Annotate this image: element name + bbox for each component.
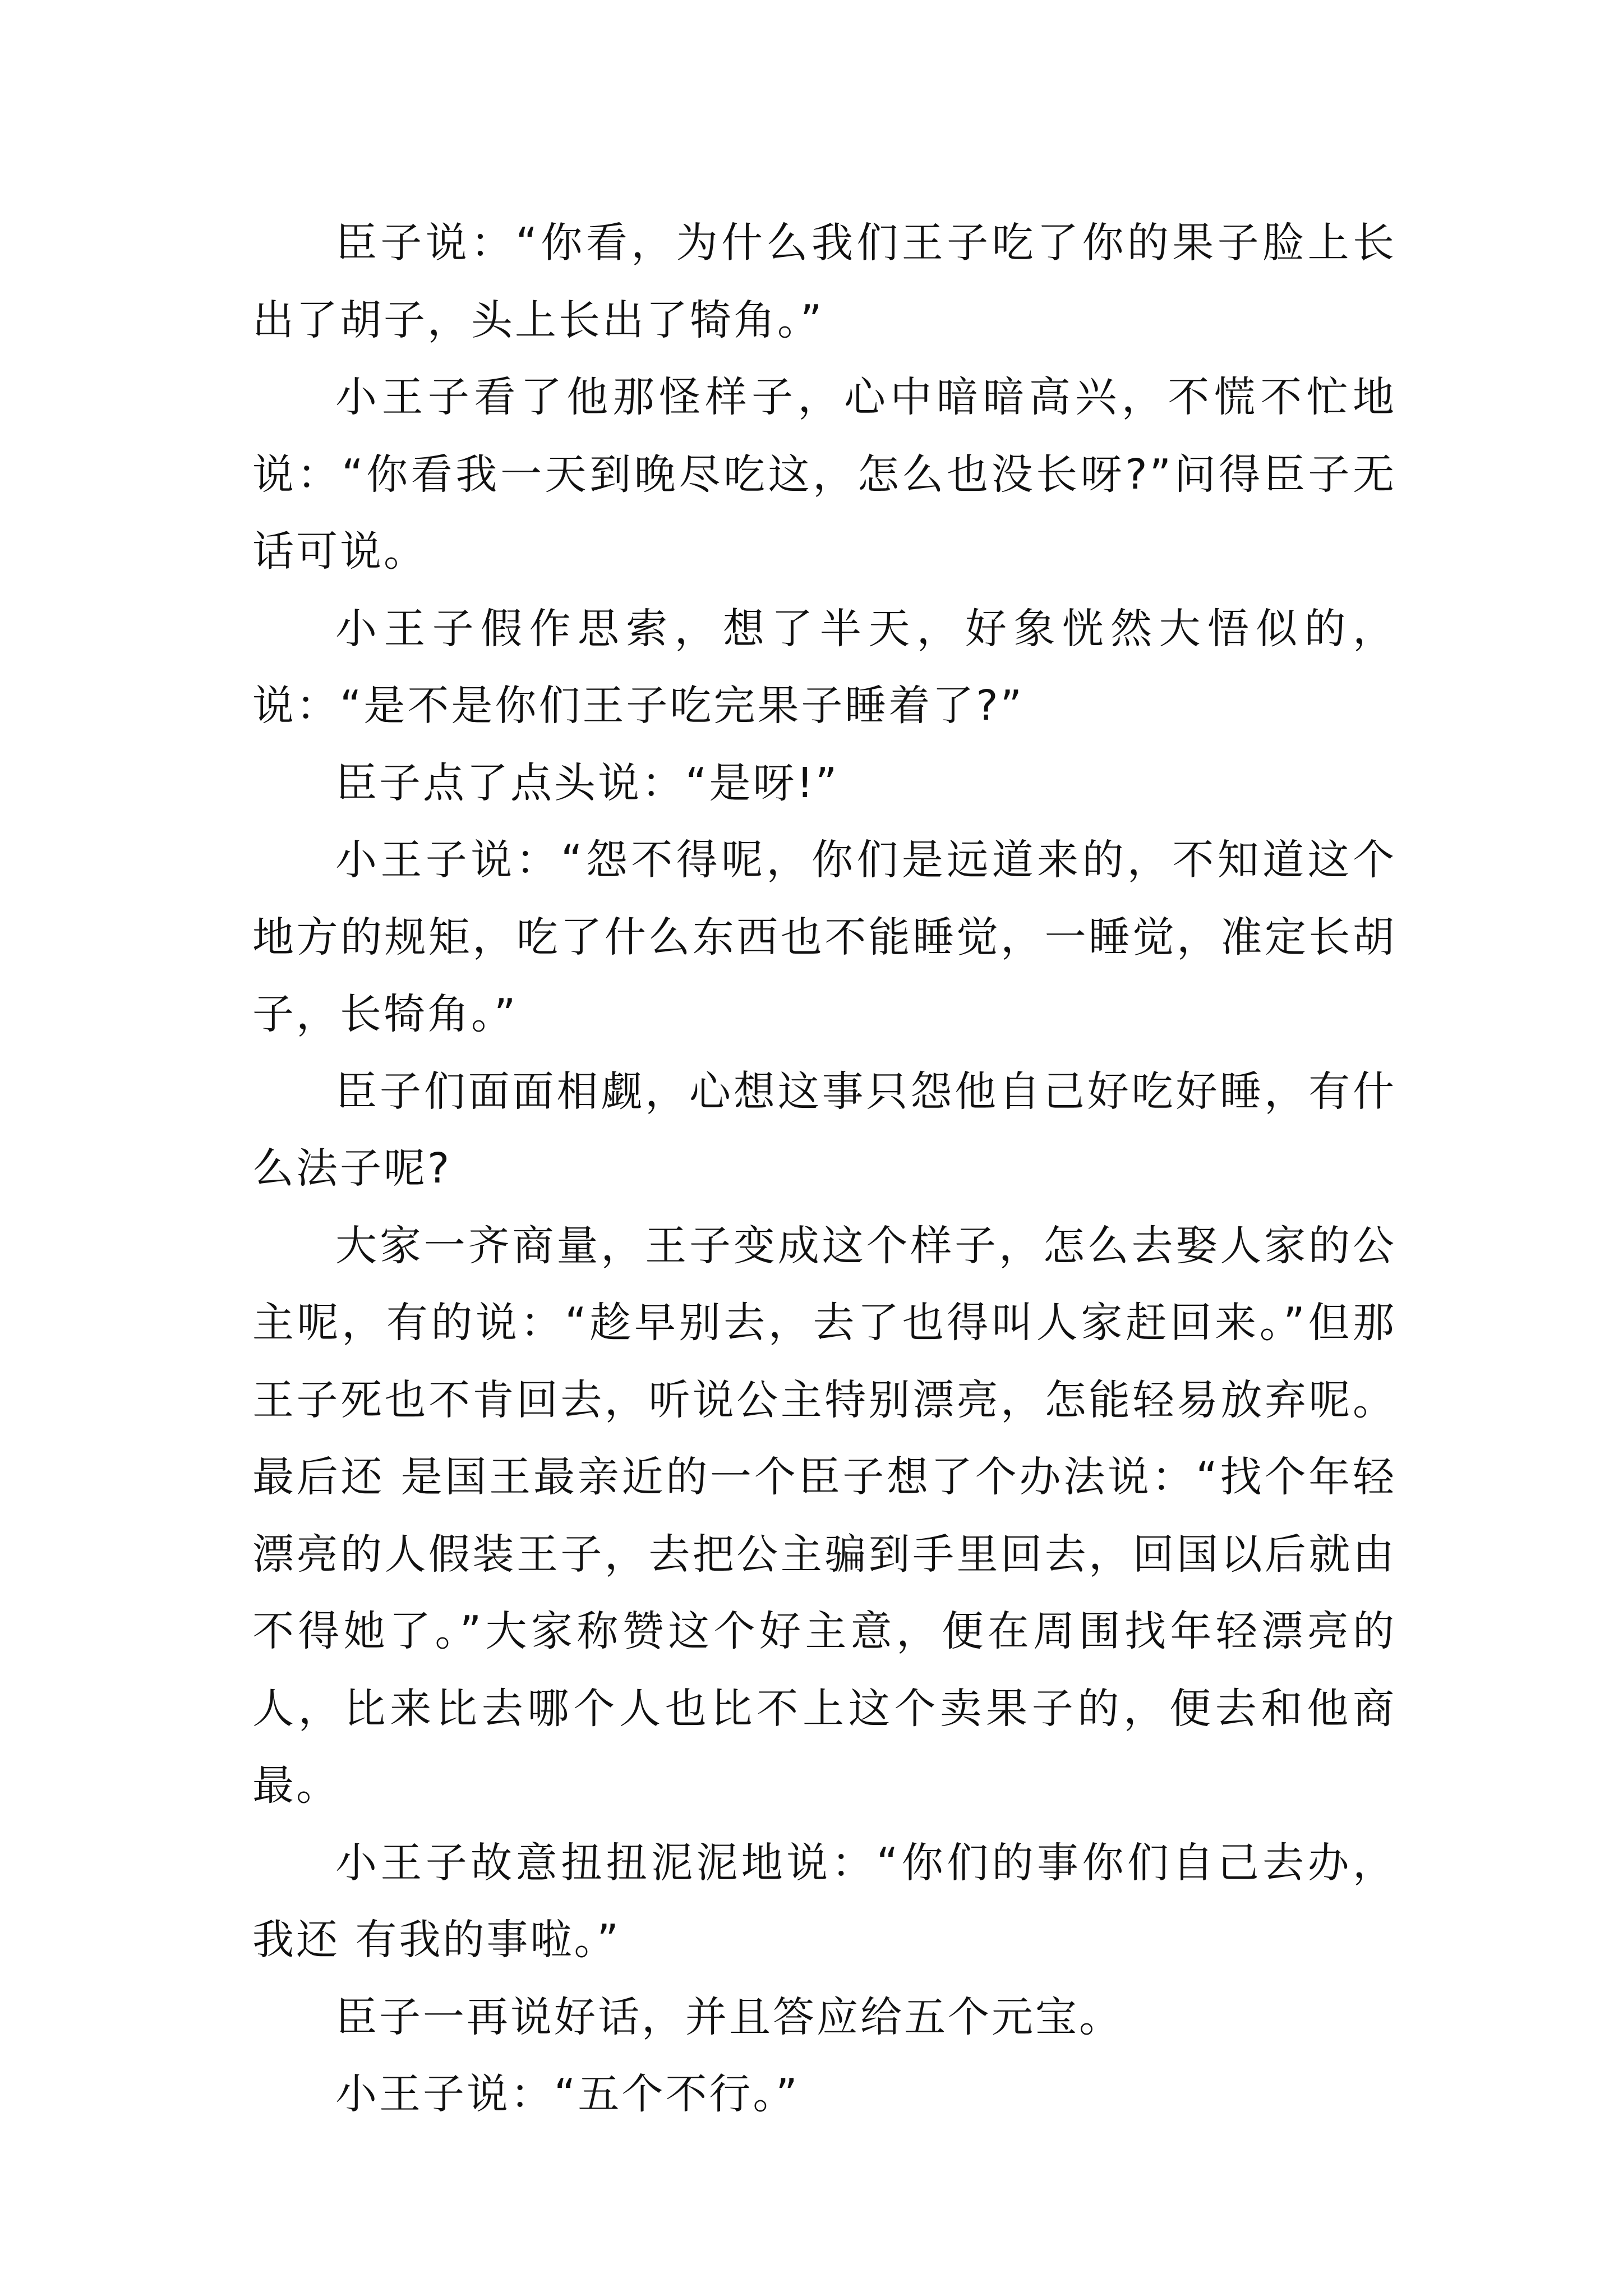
paragraph-5: 小王子说：“怨不得呢，你们是远道来的，不知道这个地方的规矩，吃了什么东西也不能睡觉，一睡觉，准定长胡子，长犄角。” xyxy=(252,836,1396,1038)
paragraph-8: 小王子故意扭扭泥泥地说：“你们的事你们自己去办，我还 有我的事啦。” xyxy=(252,1838,1396,1964)
paragraph-6: 臣子们面面相觑，心想这事只怨他自己好吃好睡，有什么法子呢? xyxy=(252,1067,1396,1193)
paragraph-10: 小王子说：“五个不行。” xyxy=(335,2070,800,2118)
paragraph-1: 臣子说：“你看，为什么我们王子吃了你的果子脸上长出了胡子，头上长出了犄角。” xyxy=(252,219,1396,344)
document-body xyxy=(252,205,1396,2133)
paragraph-7: 大家一齐商量，王子变成这个样子，怎么去娶人家的公主呢，有的说：“趁早别去，去了也得叫人家赶回来。”但那王子死也不肯回去，听说公主特别漂亮，怎能轻易放弃呢。最后还 是国王最亲近的一个臣子想了个办法说：“找个年轻漂亮的人假装王子，去把公主骗到手里回去，回国以后就由不得她了。”大家称赞这个好主意，便在周围找年轻漂亮的人，比来比去哪个人也比不上这个卖果子的，便去和他商最。 xyxy=(252,1221,1396,1810)
paragraph-9: 臣子一再说好话，并且答应给五个元宝。 xyxy=(335,1993,1123,2041)
paragraph-3: 小王子假作思索，想了半天，好象恍然大悟似的，说：“是不是你们王子吃完果子睡着了?” xyxy=(252,604,1396,730)
paragraph-4: 臣子点了点头说：“是呀!” xyxy=(335,758,840,807)
paragraph-2: 小王子看了他那怪样子，心中暗暗高兴，不慌不忙地说：“你看我一天到晚尽吃这，怎么也没长呀?”问得臣子无话可说。 xyxy=(252,373,1396,576)
